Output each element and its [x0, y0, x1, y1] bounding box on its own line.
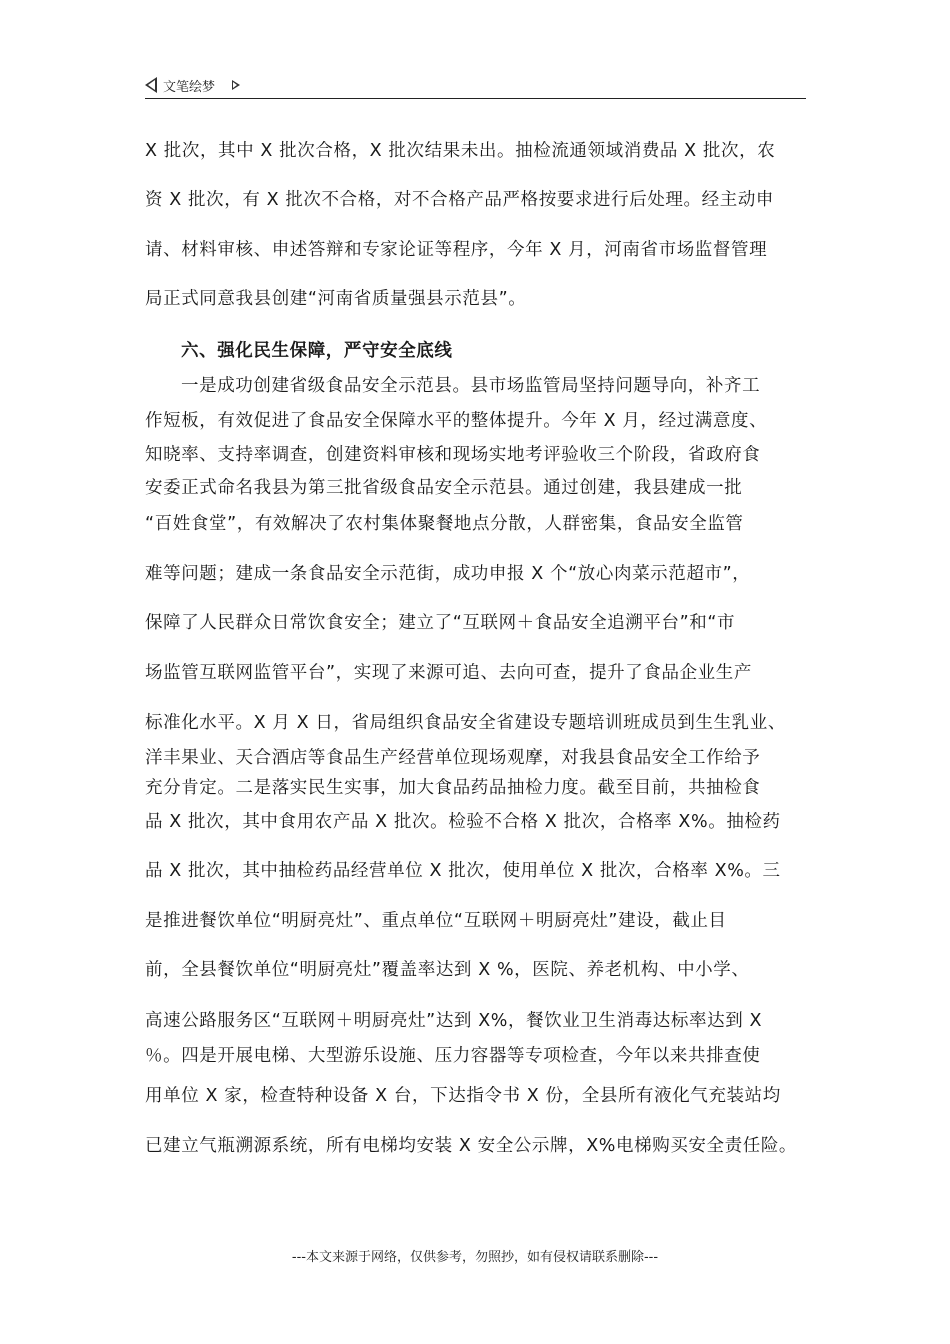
body-line: 高速公路服务区“互联网＋明厨亮灶”达到 X%，餐饮业卫生消毒达标率达到 X — [145, 1011, 763, 1031]
body-line: “百姓食堂”，有效解决了农村集体聚餐地点分散，人群密集，食品安全监管 — [145, 514, 744, 534]
body-line: 场监管互联网监管平台”，实现了来源可追、去向可查，提升了食品企业生产 — [145, 663, 752, 683]
body-line: ％。四是开展电梯、大型游乐设施、压力容器等专项检查，今年以来共排查使 — [145, 1046, 761, 1066]
body-line: 前，全县餐饮单位“明厨亮灶”覆盖率达到 X %，医院、养老机构、中小学、 — [145, 960, 750, 980]
body-line: 安委正式命名我县为第三批省级食品安全示范县。通过创建，我县建成一批 — [145, 478, 743, 498]
body-line: 充分肯定。二是落实民生实事，加大食品药品抽检力度。截至目前，共抽检食 — [145, 778, 761, 798]
body-line: 标准化水平。X 月 X 日，省局组织食品安全省建设专题培训班成员到生生乳业、 — [145, 713, 786, 733]
body-line: 已建立气瓶溯源系统，所有电梯均安装 X 安全公示牌，X%电梯购买安全责任险。 — [145, 1136, 798, 1156]
body-line: 一是成功创建省级食品安全示范县。县市场监管局坚持问题导向，补齐工 — [181, 376, 761, 396]
body-line: 品 X 批次，其中食用农产品 X 批次。检验不合格 X 批次，合格率 X%。抽检药 — [145, 812, 781, 832]
body-line: 资 X 批次，有 X 批次不合格，对不合格产品严格按要求进行后处理。经主动申 — [145, 190, 775, 210]
body-line: X 批次，其中 X 批次合格，X 批次结果未出。抽检流通领域消费品 X 批次，农 — [145, 141, 776, 161]
body-line: 洋丰果业、天合酒店等食品生产经营单位现场观摩，对我县食品安全工作给予 — [145, 748, 761, 768]
body-line: 作短板，有效促进了食品安全保障水平的整体提升。今年 X 月，经过满意度、 — [145, 411, 768, 431]
body-line: 保障了人民群众日常饮食安全；建立了“互联网＋食品安全追溯平台”和“市 — [145, 613, 736, 633]
footer-disclaimer: ---本文来源于网络，仅供参考，勿照抄，如有侵权请联系删除--- — [291, 1250, 659, 1265]
page-header — [145, 74, 806, 99]
body-line: 品 X 批次，其中抽检药品经营单位 X 批次，使用单位 X 批次，合格率 X%。三 — [145, 861, 781, 881]
body-line: 局正式同意我县创建“河南省质量强县示范县”。 — [145, 289, 527, 309]
body-line: 知晓率、支持率调查，创建资料审核和现场实地考评验收三个阶段，省政府食 — [145, 445, 761, 465]
body-line: 难等问题；建成一条食品安全示范街，成功申报 X 个“放心肉菜示范超市”， — [145, 564, 751, 584]
header-title: 文笔绘梦 — [163, 80, 216, 95]
body-line: 请、材料审核、申述答辩和专家论证等程序，今年 X 月，河南省市场监督管理 — [145, 240, 768, 260]
body-line: 是推进餐饮单位“明厨亮灶”、重点单位“互联网＋明厨亮灶”建设，截止目 — [145, 911, 727, 931]
body-line: 用单位 X 家，检查特种设备 X 台，下达指令书 X 份，全县所有液化气充装站均 — [145, 1086, 781, 1106]
section-heading: 六、强化民生保障，严守安全底线 — [181, 341, 453, 361]
